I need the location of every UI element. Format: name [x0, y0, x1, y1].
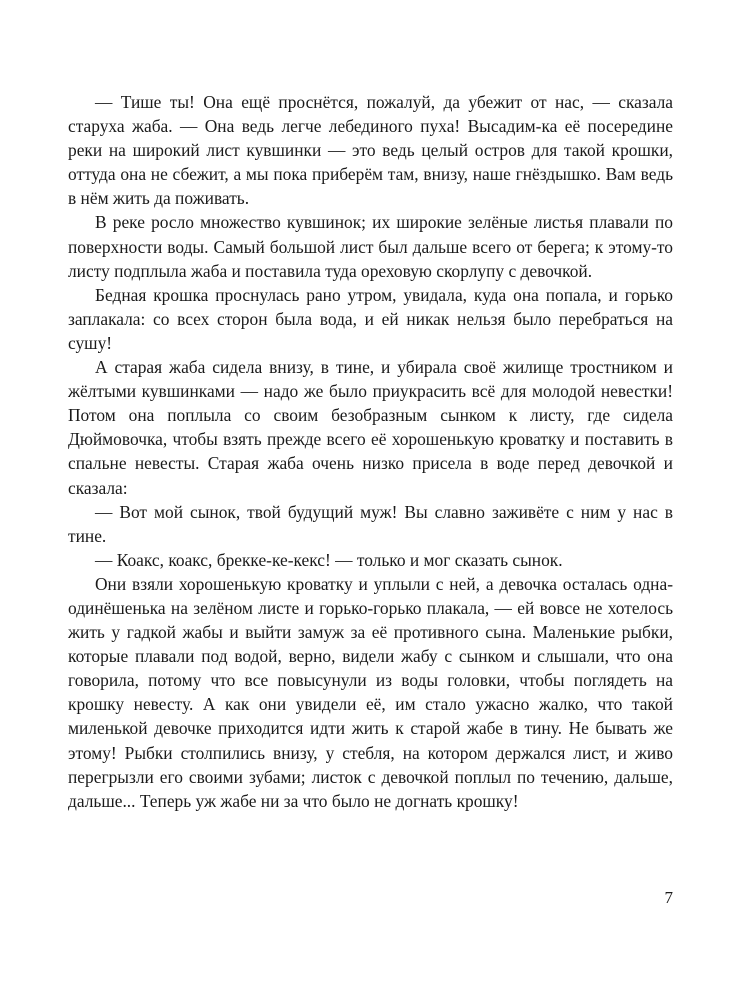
paragraph: А старая жаба сидела внизу, в тине, и убирала своё жилище тростником и жёлтыми кувшинками — надо же было приукрасить всё для молодой невестки! Потом она поплыла со своим безобразным сынком к листу, где сидела Дюймовочка, чтобы взять прежде всего её хорошенькую кроватку и поставить в спальне невесты. Старая жаба очень низко присела в воде перед девочкой и сказала: [68, 357, 673, 498]
paragraph: — Вот мой сынок, твой будущий муж! Вы славно заживёте с ним у нас в тине. [68, 501, 673, 546]
paragraph: — Коакс, коакс, брекке-ке-кекс! — только и мог сказать сынок. [95, 549, 563, 570]
paragraph: Бедная крошка проснулась рано утром, увидала, куда она попала, и горько заплакала: со всех сторон была вода, и ей никак нельзя было перебраться на сушу! [68, 284, 673, 353]
paragraph: В реке росло множество кувшинок; их широкие зелёные листья плавали по поверхности воды. Самый большой лист был дальше всего от берега; к этому-то листу подплыла жаба и поставила туда ореховую скорлупу с девочкой. [68, 212, 673, 281]
paragraph: — Тише ты! Она ещё проснётся, пожалуй, да убежит от нас, — сказала старуха жаба. — Она ведь легче лебединого пуха! Высадим-ка её посередине реки на широкий лист кувшинки — это ведь целый остров для такой крошки, оттуда она не сбежит, а мы пока приберём там, внизу, наше гнёздышко. Вам ведь в нём жить да поживать. [68, 92, 673, 209]
body-text-block [68, 90, 673, 813]
paragraph: Они взяли хорошенькую кроватку и уплыли с ней, а девочка осталась одна-одинёшенька на зелёном листе и горько-горько плакала, — ей вовсе не хотелось жить у гадкой жабы и выйти замуж за её противного сына. Маленькие рыбки, которые плавали под водой, верно, видели жабу с сынком и слышали, что она говорила, потому что все повысунули из воды головки, чтобы поглядеть на крошку невесту. А как они увидели её, им стало ужасно жалко, что такой миленькой девочке приходится идти жить к старой жабе в тину. Не бывать же этому! Рыбки столпились внизу, у стебля, на котором держался лист, и живо перегрызли его своими зубами; листок с девочкой поплыл по течению, дальше, дальше... Теперь уж жабе ни за что было не догнать крошку! [68, 573, 673, 811]
page-number: 7 [664, 888, 673, 907]
